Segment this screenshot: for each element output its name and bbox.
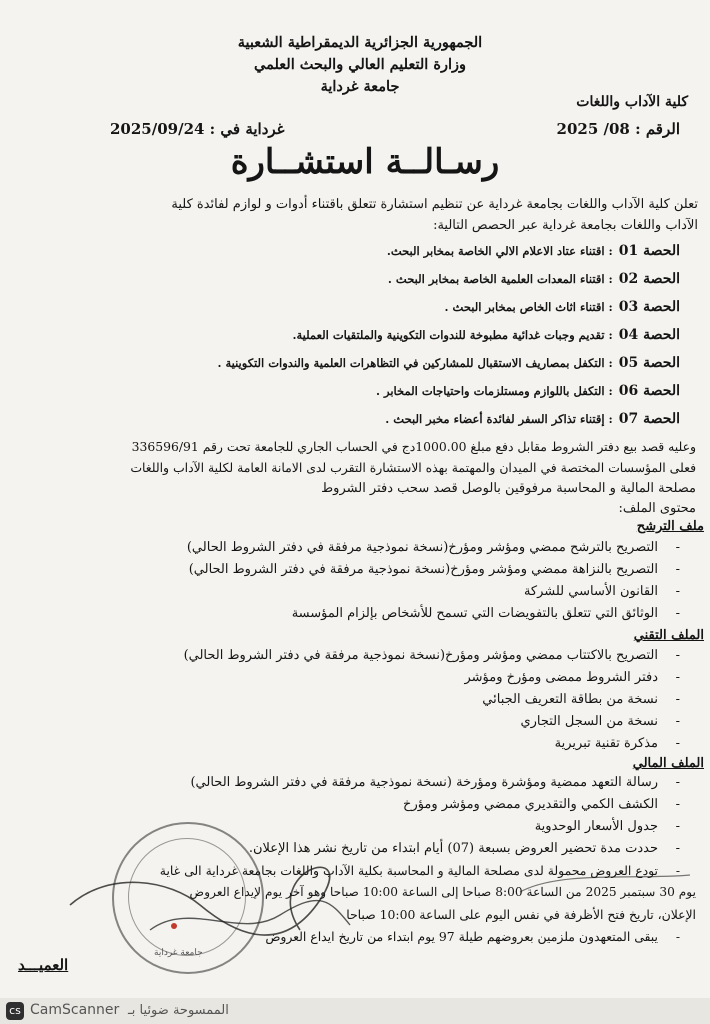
closing-line: يوم 30 سبتمبر 2025 من الساعة 8:00 صباحا إلى الساعة 10:00 صباحا وهو آخر يوم لإيداع العروض [189, 885, 696, 899]
scanner-prefix: الممسوحة ضوئيا بـ [128, 1003, 229, 1018]
list-item-text: التصريح بالنزاهة ممضي ومؤشر ومؤرخ(نسخة نموذجية مرفقة في دفتر الشروط الحالي) [188, 562, 658, 577]
lot-item [376, 383, 680, 399]
list-item: -التصريح بالاكتتاب ممضي ومؤشر ومؤرخ(نسخة نموذجية مرفقة في دفتر الشروط الحالي) [183, 648, 680, 663]
list-item-text: رسالة التعهد ممضية ومؤشرة ومؤرخة (نسخة نموذجية مرفقة في دفتر الشروط الحالي) [190, 775, 658, 790]
section-title-technical: الملف التقني [633, 628, 704, 643]
scanner-icon: cs [6, 1002, 24, 1020]
list-item: -رسالة التعهد ممضية ومؤشرة ومؤرخة (نسخة نموذجية مرفقة في دفتر الشروط الحالي) [190, 775, 680, 790]
payment-line-2: فعلى المؤسسات المختصة في الميدان والمهتمة بهذه الاستشارة التقرب لدى الامانة العامة لكلية الآداب واللغات [130, 460, 696, 475]
list-item-text: التصريح بالاكتتاب ممضي ومؤشر ومؤرخ(نسخة نموذجية مرفقة في دفتر الشروط الحالي) [183, 648, 658, 663]
document-title: رسـالــة استشــارة [230, 142, 500, 182]
intro-line-1: تعلن كلية الآداب واللغات بجامعة غرداية عن تنظيم استشارة تتعلق باقتناء أدوات و لوازم لفائدة كلية [171, 197, 698, 212]
lot-label: الحصة 04 [618, 327, 680, 343]
list-item-text: التصريح بالترشح ممضي ومؤشر ومؤرخ(نسخة نموذجية مرفقة في دفتر الشروط الحالي) [186, 540, 658, 555]
header-republic: الجمهورية الجزائرية الديمقراطية الشعبية [237, 34, 483, 51]
list-item-text: دفتر الشروط ممضى ومؤرخ ومؤشر [464, 670, 658, 685]
place-and-date: غرداية في : 2025/09/24 [110, 120, 285, 138]
lot-item [385, 411, 680, 427]
list-item: -التصريح بالترشح ممضي ومؤشر ومؤرخ(نسخة نموذجية مرفقة في دفتر الشروط الحالي) [186, 540, 680, 555]
closing-text: تودع العروض محمولة لدى مصلحة المالية و المحاسبة بكلية الآداب واللغات بجامعة غرداية الى غاية [159, 863, 658, 878]
lot-label: الحصة 03 [618, 299, 680, 315]
list-item-text: الكشف الكمي والتقديري ممضي ومؤشر ومؤرخ [403, 797, 658, 812]
list-item-text: القانون الأساسي للشركة [523, 584, 658, 599]
lot-item [217, 355, 680, 371]
list-item: -مذكرة تقنية تبريرية [554, 736, 680, 751]
list-item: -التصريح بالنزاهة ممضي ومؤشر ومؤرخ(نسخة نموذجية مرفقة في دفتر الشروط الحالي) [188, 562, 680, 577]
lot-text: : التكفل بمصاريف الاستقبال للمشاركين في التظاهرات العلمية والندوات التكوينية . [217, 356, 613, 370]
intro-line-2: الآداب واللغات بجامعة غرداية عبر الحصص التالية: [433, 218, 698, 233]
section-title-financial: الملف المالي [632, 756, 704, 771]
lot-label: الحصة 01 [618, 243, 680, 259]
scanner-footer [0, 998, 710, 1024]
list-item: -نسخة من بطاقة التعريف الجبائي [482, 692, 680, 707]
list-item: -القانون الأساسي للشركة [523, 584, 680, 599]
list-item-text: مذكرة تقنية تبريرية [554, 736, 658, 751]
list-item: -نسخة من السجل التجاري [520, 714, 680, 729]
list-item: -الوثائق التي تتعلق بالتفويضات التي تسمح للأشخاص بإلزام المؤسسة [291, 606, 680, 621]
list-item-text: نسخة من بطاقة التعريف الجبائي [482, 692, 658, 707]
list-item: -دفتر الشروط ممضى ومؤرخ ومؤشر [464, 670, 680, 685]
reference-number: الرقم : 08/ 2025 [556, 120, 680, 138]
list-item-text: نسخة من السجل التجاري [520, 714, 658, 729]
closing-item: -يبقى المتعهدون ملزمين بعروضهم طيلة 97 يوم ابتداء من تاريخ ايداع العروض [265, 929, 680, 944]
file-contents-label: محتوى الملف: [618, 501, 696, 516]
lot-label: الحصة 06 [618, 383, 680, 399]
section-title-candidacy: ملف الترشح [636, 519, 704, 534]
lot-label: الحصة 02 [618, 271, 680, 287]
lot-text: : اقتناء اثاث الخاص بمخابر البحث . [444, 300, 613, 314]
dean-signature-label: العميـــد [18, 956, 69, 974]
payment-line-1: وعليه قصد بيع دفتر الشروط مقابل دفع مبلغ 1000.00دج في الحساب الجاري للجامعة تحت رقم 336596/91 [131, 439, 696, 454]
lot-item [387, 243, 680, 259]
lot-label: الحصة 05 [618, 355, 680, 371]
lot-text: : اقتناء عتاد الاعلام الالي الخاصة بمخابر البحث. [386, 244, 613, 258]
lot-text: : تقديم وجبات غدائية مطبوخة للندوات التكوينية والملتقيات العملية. [292, 328, 613, 342]
closing-text: يبقى المتعهدون ملزمين بعروضهم طيلة 97 يوم ابتداء من تاريخ ايداع العروض [265, 929, 658, 944]
closing-item: -حددت مدة تحضير العروض بسبعة (07) أيام ابتداء من تاريخ نشر هذا الإعلان. [248, 841, 680, 856]
list-item-text: الوثائق التي تتعلق بالتفويضات التي تسمح للأشخاص بإلزام المؤسسة [291, 606, 658, 621]
faculty-name: كلية الآداب واللغات [576, 94, 688, 110]
lot-text: : اقتناء المعدات العلمية الخاصة بمخابر البحث . [387, 272, 613, 286]
lot-text: : التكفل باللوازم ومستلزمات واحتياجات المخابر . [376, 384, 613, 398]
header-ministry: وزارة التعليم العالي والبحث العلمي [254, 56, 466, 73]
closing-text: حددت مدة تحضير العروض بسبعة (07) أيام ابتداء من تاريخ نشر هذا الإعلان. [248, 841, 658, 856]
closing-line: الإعلان، تاريخ فتح الأظرفة في نفس اليوم على الساعة 10:00 صباحا [346, 907, 696, 922]
stamp-text: جامعة غرداية [154, 948, 203, 958]
lot-label: الحصة 07 [618, 411, 680, 427]
lot-text: : إقتناء تذاكر السفر لفائدة أعضاء مخبر البحث . [385, 412, 613, 426]
list-item: -جدول الأسعار الوحدوية [534, 819, 680, 834]
scanner-label: CamScanner [30, 1002, 120, 1018]
lot-item [388, 271, 680, 287]
list-item-text: جدول الأسعار الوحدوية [534, 819, 658, 834]
list-item: -الكشف الكمي والتقديري ممضي ومؤشر ومؤرخ [403, 797, 680, 812]
header-university: جامعة غرداية [320, 78, 400, 95]
lot-item [445, 299, 680, 315]
lot-item [292, 327, 680, 343]
payment-line-3: مصلحة المالية و المحاسبة مرفوقين بالوصل قصد سحب دفتر الشروط [321, 481, 696, 496]
official-stamp [112, 822, 264, 974]
closing-item: -تودع العروض محمولة لدى مصلحة المالية و المحاسبة بكلية الآداب واللغات بجامعة غرداية الى غاية [159, 863, 680, 878]
